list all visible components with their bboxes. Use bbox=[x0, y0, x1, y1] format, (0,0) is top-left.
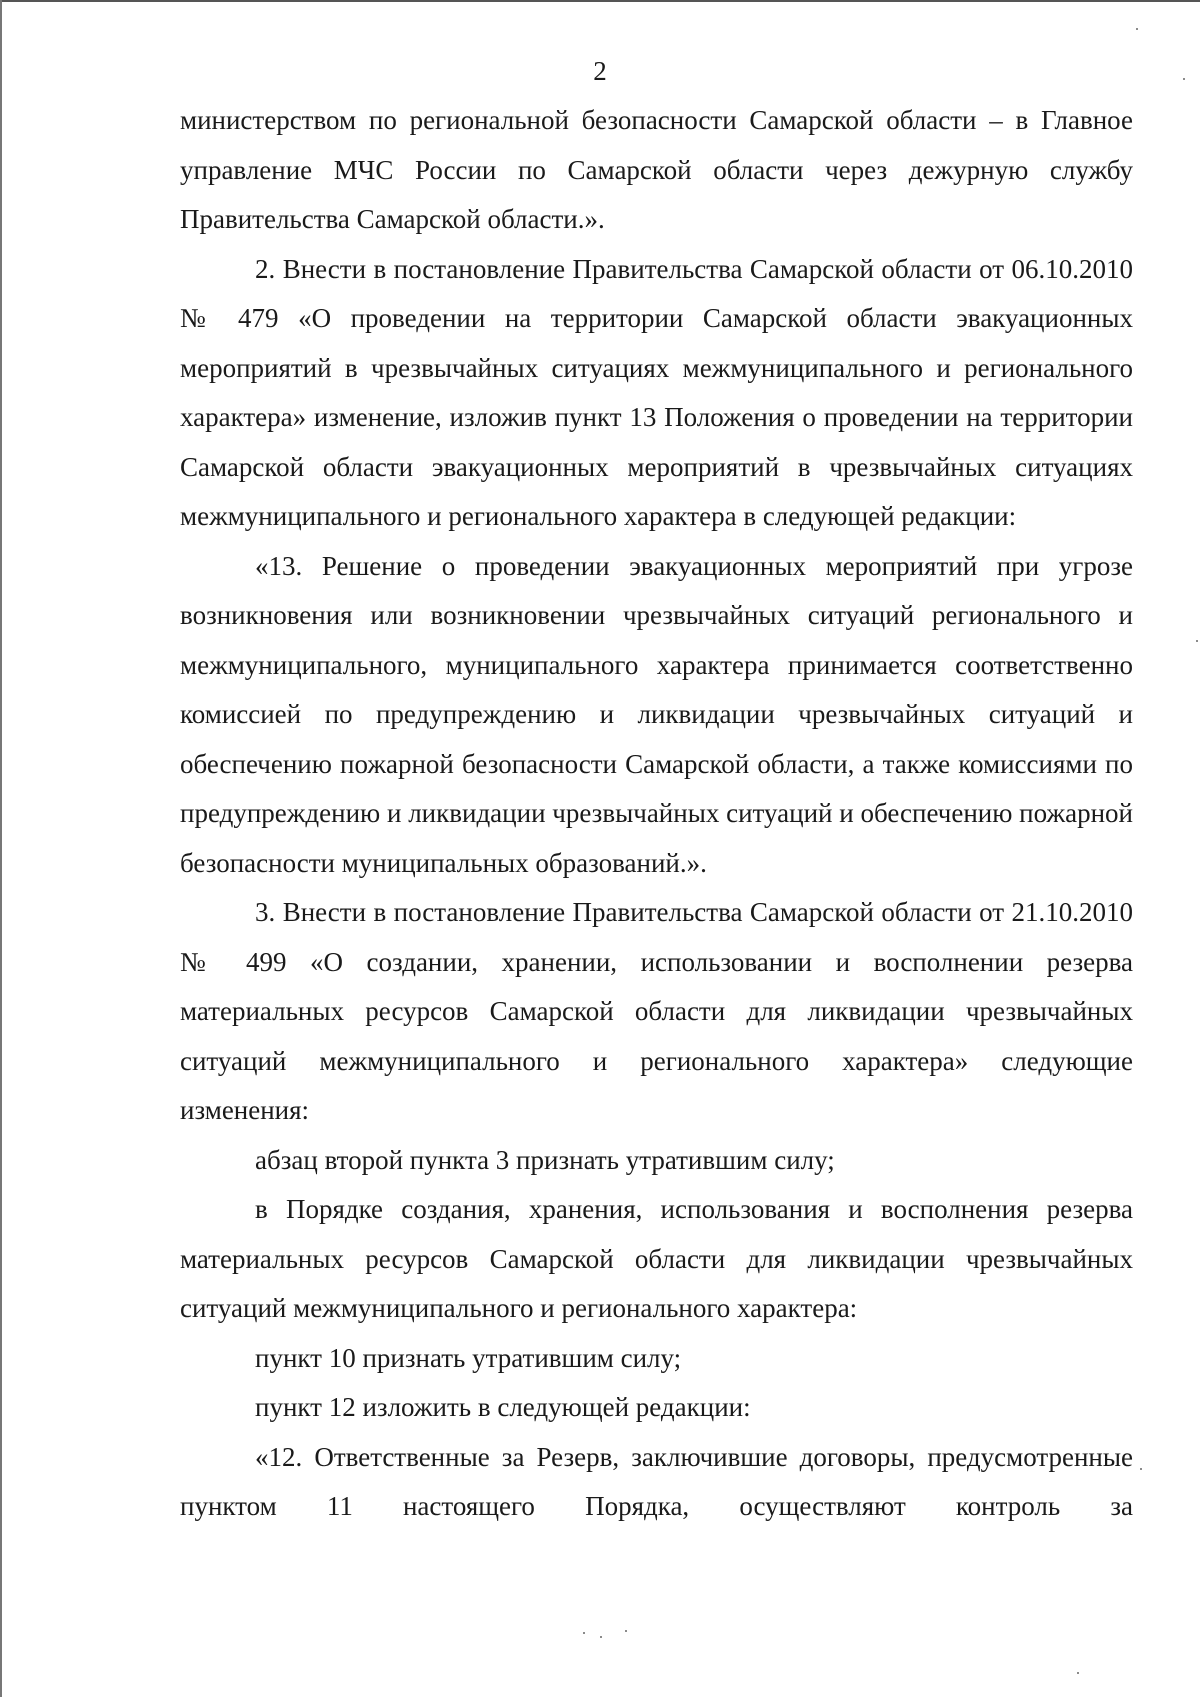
paragraph-continuation: министерством по региональной безопасности Самарской области – в Главное управление МЧС России по Самарской области через дежурную службу Правительства Самарской области.». bbox=[180, 105, 1133, 234]
document-body bbox=[180, 96, 1133, 1532]
paragraph-item-2: 2. Внести в постановление Правительства Самарской области от 06.10.2010 № 479 «О проведении на территории Самарской области эвакуационных мероприятий в чрезвычайных ситуациях межмуниципального и регионального характера» изменение, изложив пункт 13 Положения о проведении на территории Самарской области эвакуационных мероприятий в чрезвычайных ситуациях межмуниципального и регионального характера в следующей редакции: bbox=[180, 253, 1133, 531]
scan-speck bbox=[1140, 1468, 1142, 1470]
paragraph-subitem-2: в Порядке создания, хранения, использования и восполнения резерва материальных ресурсов Самарской области для ликвидации чрезвычайных ситуаций межмуниципального и регионального характера: bbox=[180, 1194, 1133, 1323]
paragraph-quoted-item-12: «12. Ответственные за Резерв, заключившие договоры, предусмотренные пунктом 11 настоящего Порядка, осуществляют контроль за bbox=[180, 1441, 1133, 1521]
paragraph-subitem-4: пункт 12 изложить в следующей редакции: bbox=[255, 1392, 751, 1422]
paragraph-subitem-1: абзац второй пункта 3 признать утратившим силу; bbox=[255, 1144, 835, 1175]
paragraph-quoted-item-13: «13. Решение о проведении эвакуационных мероприятий при угрозе возникновения или возникновении чрезвычайных ситуаций регионального и межмуниципального, муниципального характера принимается соответственно комиссией по предупреждению и ликвидации чрезвычайных ситуаций и обеспечению пожарной безопасности Самарской области, а также комиссиями по предупреждению и ликвидации чрезвычайных ситуаций и обеспечению пожарной безопасности муниципальных образований.». bbox=[180, 550, 1133, 878]
scan-speck bbox=[1077, 1672, 1079, 1674]
page-number: 2 bbox=[593, 56, 607, 86]
scan-speck bbox=[625, 1630, 627, 1632]
scan-speck bbox=[600, 1636, 602, 1638]
scan-speck bbox=[1136, 28, 1138, 30]
paragraph-subitem-3: пункт 10 признать утратившим силу; bbox=[255, 1342, 682, 1373]
paragraph-item-3: 3. Внести в постановление Правительства Самарской области от 21.10.2010 № 499 «О создании, хранении, использовании и восполнении резерва материальных ресурсов Самарской области для ликвидации чрезвычайных ситуаций межмуниципального и регионального характера» следующие изменения: bbox=[180, 897, 1133, 1125]
scan-speck bbox=[1183, 78, 1185, 80]
scan-edge-top bbox=[0, 0, 1200, 2]
scan-edge-left bbox=[0, 0, 2, 1697]
scan-speck bbox=[1196, 640, 1198, 642]
scan-speck bbox=[583, 1632, 585, 1634]
